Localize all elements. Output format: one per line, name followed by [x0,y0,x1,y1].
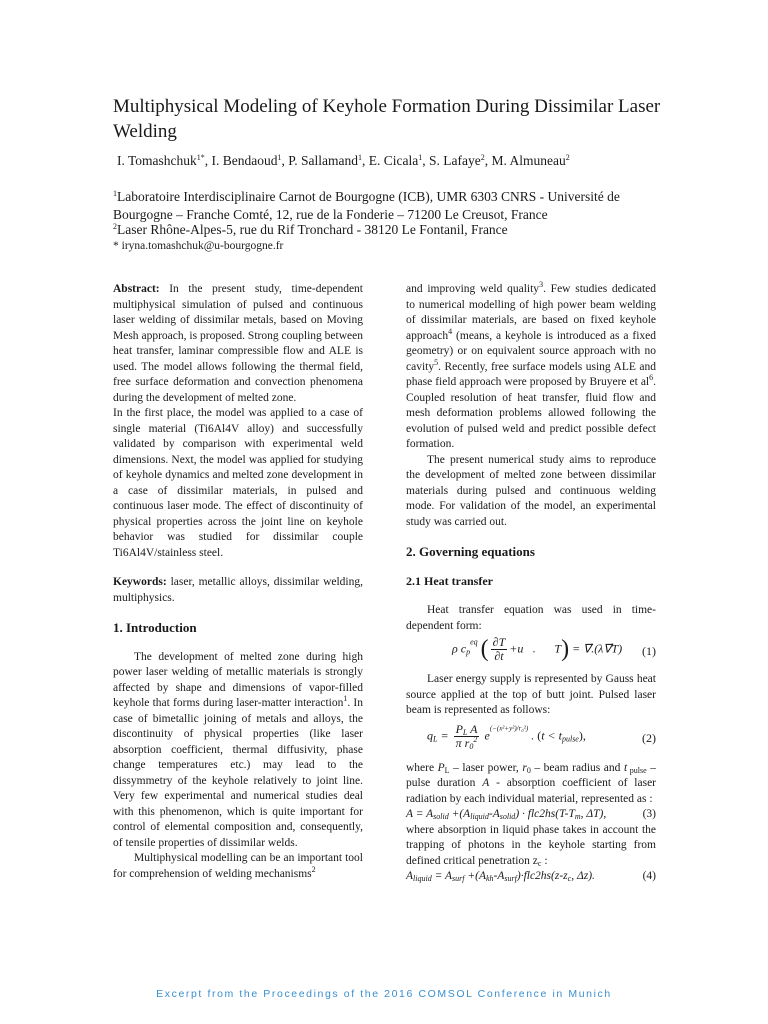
intro-p2-text: Multiphysical modelling can be an important tool for comprehension of welding mechanisms [113,852,363,880]
author-affiliation-marker: 2 [565,153,570,162]
keywords-text: laser, metallic alloys, dissimilar welding, multiphysics. [113,576,363,604]
intro-p1-a: The development of melted zone during high power laser welding of metallic materials is strongly affected by shape and dimensions of vapor-filled keyhole that forms during laser-matter interaction [113,650,363,709]
eq-sub: liquid [413,874,432,883]
right-paragraph-1 [406,282,656,453]
equation-3 [406,807,656,823]
equation-2-body: $q_L$ = $\frac{P_L A}{\pi r_0^2}$ $e^{(-(x^2+y^2)/r_0^2)}$ . $(t < t_{pulse})$, [427,721,586,751]
eq-run: +(A [464,870,486,882]
affiliation-1 [113,188,713,224]
text-run: . Coupled resolution of heat transfer, fluid flow and mesh deformation problems allowed following the evolution of pulsed weld and predict possible defect formation. [406,376,656,450]
eq-sub: kh [485,874,494,883]
absorption-paragraph [406,823,656,870]
left-column [113,282,363,882]
symbol-sub: pulse [627,765,647,775]
eq-sub: liquid [470,812,489,821]
symbol-A: A [482,777,490,789]
heat-transfer-intro: Heat transfer equation was used in time-dependent form: [406,604,656,632]
text-run: – laser power, [449,761,523,774]
right-column [406,282,656,885]
corresponding-email: * iryna.tomashchuk@u-bourgogne.fr [113,240,284,252]
eq-run: A [406,870,414,882]
abstract-label: Abstract: [113,283,160,295]
intro-p1-b: . In case of bimetallic joining of metals and alloys, the discontinuity of physical properties (like laser absorption coefficient, thermal diffusivity, phase change temperatures etc.) may lead to the dissymmetry of the keyhole relatively to joint line. Very few experimental and numerical studies deal with this phenomenon, which is quite important for control of elemental composition and, consequently, of tensile properties of dissimilar welds. [113,697,363,849]
affiliation-2-marker: 2 [113,222,117,231]
eq-run: A = A [406,808,434,820]
equation-3-number: (3) [642,808,656,820]
eq-sub: m [574,812,581,821]
eq-sub: c [567,874,572,883]
section-heading-introduction: 1. Introduction [113,620,197,635]
keywords-paragraph [113,575,363,606]
text-run: where [406,761,438,774]
intro-paragraph-2 [113,851,363,882]
citation-5: 5 [434,357,439,367]
citation-2: 2 [311,864,316,874]
keywords-label: Keywords: [113,576,167,588]
author-affiliation-marker: 2 [480,153,485,162]
citation-4: 4 [448,326,453,336]
text-run: . Recently, free surface models using ALE and phase field approach were proposed by Bruyere et al [406,360,656,388]
symbol-r0: r [522,761,527,774]
author-name: P. Sallamand [288,153,359,168]
eq-run: -A [488,808,500,820]
equation-4-number: (4) [642,870,656,882]
text-run: –pulse duration [406,761,656,789]
text-run: - absorption coefficient of laser radiation by each individual material, represented as : [406,777,656,805]
symbol-sub: 0 [526,765,531,775]
text-run: . Few studies dedicated to numerical modelling of high power beam welding of dissimilar materials, are based on fixed keyhole approach [406,283,656,342]
author-name: I. Bendaoud [211,153,278,168]
conference-footer: Excerpt from the Proceedings of the 2016 COMSOL Conference in Munich [156,988,612,1000]
equation-2-number: (2) [642,730,656,745]
equation-1-number: (1) [642,644,656,658]
affiliation-1-line1: Laboratoire Interdisciplinaire Carnot de Bourgogne (ICB), UMR 6303 CNRS - Université de [117,189,620,204]
intro-paragraph-1 [113,650,363,852]
eq-run: = A [431,870,453,882]
eq-run: +(A [448,808,471,820]
author-affiliation-marker: 1 [418,153,423,162]
affiliation-1-marker: 1 [113,189,117,198]
author-list: I. Tomashchuk$^{1*}$, I. Bendaoud$^1$, P. Sallamand$^1$, E. Cicala$^1$, S. Lafaye$^2$, M. Almuneau$^2$ [117,153,570,168]
right-paragraph-2: The present numerical study aims to reproduce the development of melted zone between dissimilar materials during pulsed and continuous welding mode. For validation of the model, an experimental study was carried out. [406,453,656,528]
symbol-sub: c [537,858,542,868]
eq-sub: solid [499,812,516,821]
paper-title: Multiphysical Modeling of Keyhole Formation During Dissimilar Laser Welding [113,96,661,142]
text-run: (means, a keyhole is introduced as a fixed geometry) or on equivalent source approach with no cavity [406,329,656,373]
text-run: : [541,854,548,867]
author-affiliation-marker: 1 [358,153,363,162]
citation-1: 1 [343,694,348,703]
author-affiliation-marker: 1 [277,153,282,162]
author-name: E. Cicala [368,153,419,168]
author-affiliation-marker: 1* [196,153,205,162]
author-name: I. Tomashchuk [117,153,197,168]
symbol-t: t [623,761,628,774]
citation-6: 6 [649,373,654,382]
author-name: M. Almuneau [491,153,566,168]
eq-sub: surf [504,874,517,883]
affiliation-2 [113,221,713,239]
parameters-paragraph [406,761,656,808]
equation-2 [406,719,656,761]
text-run: – beam radius and [530,761,624,774]
symbol-PL: P [437,761,445,774]
equation-1-body: ρ $c_p^{eq}$ ( $\frac{\partial T}{\partial t}$ +u⃗.∇⃗T) = ∇⃗.(λ∇⃗T) [452,635,623,663]
symbol-sub: L [444,765,450,775]
eq-sub: solid [433,812,449,821]
section-heading-governing-equations: 2. Governing equations [406,544,535,559]
equation-1 [406,634,656,672]
subsection-heading-heat-transfer: 2.1 Heat transfer [406,573,493,588]
equation-4 [406,869,656,885]
abstract-paragraph [113,282,363,406]
affiliation-2-line1: Laser Rhône-Alpes-5, rue du Rif Tronchard - 38120 Le Fontanil, France [117,222,508,237]
abstract-paragraph-2: In the first place, the model was applied to a case of single material (Ti6Al4V alloy) and successfully validated by comparison with experimental weld dimensions. Next, the model was applied for studying of keyhole dynamics and melted zone development in a case of dissimilar materials, in pulsed and continuous laser mode. The effect of discontinuity of physical properties across the joint line on keyhole behavior was studied for dissimilar couple Ti6Al4V/stainless steel. [113,407,363,559]
citation-3: 3 [539,280,544,289]
text-run: and improving weld quality [406,283,540,295]
laser-supply-paragraph: Laser energy supply is represented by Gauss heat source applied at the top of butt joint. Pulsed laser beam is represented as follows: [406,673,656,716]
eq-run: ) · flc2hs(T-T [515,808,575,820]
abstract-text: In the present study, time-dependent multiphysical simulation of pulsed and continuous laser welding of dissimilar metals, based on Moving Mesh approach, is proposed. Strong coupling between heat transfer, laminar compressible flow and ALE is used. The model allows following the thermal field, free surface deformation and convection phenomena during the development of melted zone. [113,283,363,404]
eq-run: )·flc2hs(z-z [516,870,568,882]
eq-run: -A [493,870,505,882]
eq-run: , ΔT), [580,808,607,820]
eq-run: , Δz). [571,870,595,882]
eq-sub: surf [452,874,465,883]
author-name: S. Lafaye [429,153,481,168]
affiliation-1-line2: Bourgogne – Franche Comté, 12, rue de la Fonderie – 71200 Le Creusot, France [113,207,548,222]
text-run: where absorption in liquid phase takes in account the trapping of photons in the keyhole starting from defined critical penetration z [406,823,656,867]
